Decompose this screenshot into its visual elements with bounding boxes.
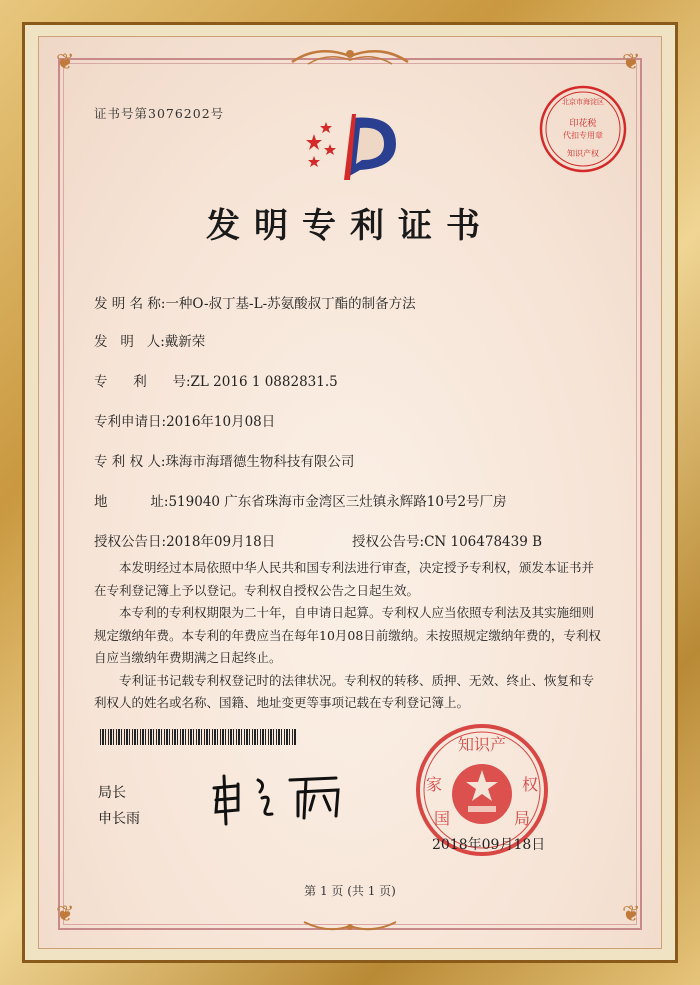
grant-date-row — [94, 530, 275, 550]
body-paragraph-3: 专利证书记载专利权登记时的法律状况。专利权的转移、质押、无效、终止、恢复和专利权人的姓名或名称、国籍、地址变更等事项记载在专利登记簿上。 — [94, 672, 595, 710]
body-paragraph-1: 本发明经过本局依照中华人民共和国专利法进行审查，决定授予专利权，颁发本证书并在专利登记簿上予以登记。专利权自授权公告之日起生效。 — [94, 560, 595, 598]
filing-date-row — [94, 410, 275, 430]
patentee-row — [94, 450, 354, 470]
svg-text:国: 国 — [433, 809, 451, 828]
director-signature-icon — [206, 766, 356, 830]
svg-text:家: 家 — [425, 775, 443, 794]
svg-text:北京市海淀区: 北京市海淀区 — [562, 98, 604, 106]
certificate-number: 证书号第3076202号 — [94, 106, 225, 121]
svg-text:知识产: 知识产 — [457, 735, 507, 754]
ornament-bottom-center-icon — [300, 918, 400, 936]
ornament-bottom-right-icon: ❦ — [622, 902, 641, 927]
grant-number-label: 授权公告号: — [352, 534, 425, 550]
certificate-title: 发明专利证书 — [206, 206, 494, 246]
ornament-top-left-icon: ❦ — [56, 50, 75, 75]
address-row — [94, 490, 507, 510]
ornament-top-right-icon: ❦ — [622, 50, 641, 75]
inventor-label: 发 明 人: — [94, 334, 165, 350]
address-value: 519040 广东省珠海市金湾区三灶镇永辉路10号2号厂房 — [168, 494, 507, 510]
grant-number-value: CN 106478439 B — [424, 534, 543, 550]
svg-text:印花税: 印花税 — [569, 119, 597, 129]
filing-date-value: 2016年10月08日 — [166, 414, 276, 430]
inventor-value: 戴新荣 — [164, 334, 206, 350]
patent-office-logo-icon — [300, 108, 404, 186]
grant-date-label: 授权公告日: — [94, 534, 167, 550]
certificate-body — [94, 557, 604, 715]
svg-text:代扣专用章: 代扣专用章 — [563, 131, 603, 140]
invention-name-label: 发 明 名 称: — [94, 296, 166, 312]
filing-date-label: 专利申请日: — [94, 414, 167, 430]
grant-date-value: 2018年09月18日 — [166, 534, 276, 550]
agency-stamp-icon — [536, 82, 630, 176]
patent-number-row — [94, 370, 338, 390]
body-paragraph-2: 本专利的专利权期限为二十年，自申请日起算。专利权人应当依照专利法及其实施细则规定缴纳年费。本专利的年费应当在每年10月08日前缴纳。未按照规定缴纳年费的，专利权自应当缴纳年费期满之日起终止。 — [94, 605, 601, 665]
svg-text:局: 局 — [513, 809, 531, 828]
patent-number-label: 专 利 号: — [94, 374, 191, 390]
svg-text:权: 权 — [521, 775, 539, 794]
inventor-row — [94, 330, 205, 350]
invention-name-value: 一种O-叔丁基-L-苏氨酸叔丁酯的制备方法 — [165, 296, 416, 312]
patentee-label: 专 利 权 人: — [94, 454, 166, 470]
grant-number-row — [352, 530, 542, 550]
ornament-bottom-left-icon: ❦ — [56, 902, 75, 927]
director-name: 申长雨 — [98, 811, 140, 827]
patent-number-value: ZL 2016 1 0882831.5 — [190, 374, 338, 390]
seal-date: 2018年09月18日 — [432, 837, 546, 853]
page-footer: 第 1 页 (共 1 页) — [304, 884, 396, 898]
patentee-value: 珠海市海瑨德生物科技有限公司 — [165, 454, 355, 470]
barcode — [100, 729, 296, 745]
ornament-top-center-icon — [288, 42, 412, 68]
svg-text:知识产权: 知识产权 — [567, 149, 599, 158]
director-title: 局长 — [98, 785, 126, 801]
invention-name-row — [94, 292, 416, 312]
address-label: 地 址: — [94, 494, 169, 510]
